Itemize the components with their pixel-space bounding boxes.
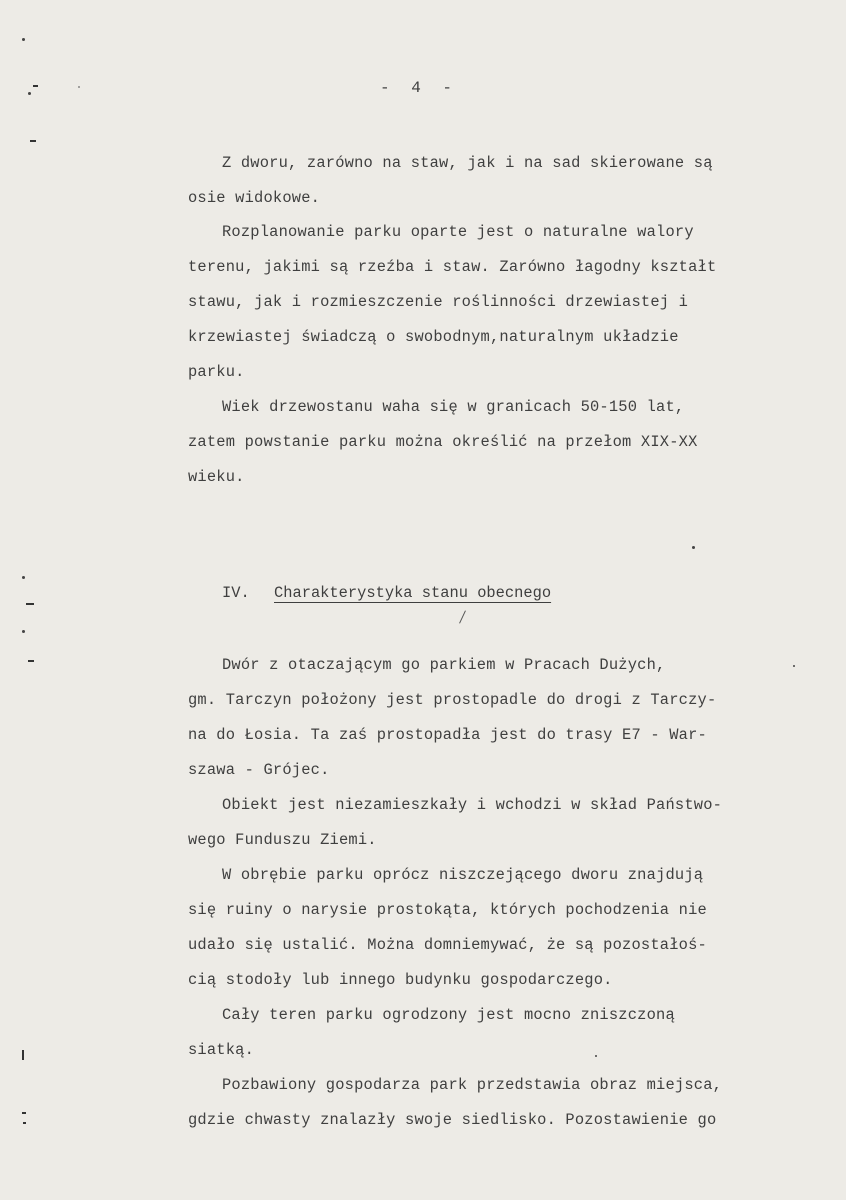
text-line: cią stodoły lub innego budynku gospodarczego. xyxy=(188,971,613,989)
margin-mark xyxy=(22,38,25,41)
text-line: wego Funduszu Ziemi. xyxy=(188,831,377,849)
margin-mark xyxy=(22,576,25,579)
text-line: Wiek drzewostanu waha się w granicach 50-150 lat, xyxy=(222,398,685,416)
page-number: - 4 - xyxy=(380,79,459,97)
margin-mark xyxy=(28,660,34,662)
margin-mark xyxy=(22,630,25,633)
text-line: Pozbawiony gospodarza park przedstawia obraz miejsca, xyxy=(222,1076,723,1094)
text-line: wieku. xyxy=(188,468,245,486)
text-line: Rozplanowanie parku oparte jest o naturalne walory xyxy=(222,223,694,241)
text-line: terenu, jakimi są rzeźba i staw. Zarówno łagodny kształt xyxy=(188,258,717,276)
margin-mark xyxy=(23,1122,26,1124)
text-line: Cały teren parku ogrodzony jest mocno zniszczoną xyxy=(222,1006,675,1024)
text-line: udało się ustalić. Można domniemywać, że są pozostałoś- xyxy=(188,936,707,954)
text-line: Dwór z otaczającym go parkiem w Pracach Dużych, xyxy=(222,656,666,674)
speck xyxy=(793,665,795,667)
text-line: szawa - Grójec. xyxy=(188,761,330,779)
margin-mark xyxy=(33,85,38,87)
text-line: krzewiastej świadczą o swobodnym,naturalnym układzie xyxy=(188,328,679,346)
margin-mark xyxy=(26,603,34,605)
margin-mark xyxy=(30,140,36,142)
margin-mark xyxy=(28,92,31,95)
text-line: na do Łosia. Ta zaś prostopadła jest do trasy E7 - War- xyxy=(188,726,707,744)
text-line: się ruiny o narysie prostokąta, których pochodzenia nie xyxy=(188,901,707,919)
margin-mark xyxy=(22,1112,26,1114)
margin-mark xyxy=(22,1050,24,1060)
text-line: zatem powstanie parku można określić na przełom XIX-XX xyxy=(188,433,698,451)
text-line: siatką. xyxy=(188,1041,255,1059)
text-line: Z dworu, zarówno na staw, jak i na sad skierowane są xyxy=(222,154,713,172)
pen-mark xyxy=(459,610,466,623)
text-line: W obrębie parku oprócz niszczejącego dworu znajdują xyxy=(222,866,704,884)
speck xyxy=(595,1055,597,1057)
text-line: gm. Tarczyn położony jest prostopadle do drogi z Tarczy- xyxy=(188,691,717,709)
section-number: IV. xyxy=(222,584,250,602)
speck xyxy=(78,86,80,88)
text-line: gdzie chwasty znalazły swoje siedlisko. Pozostawienie go xyxy=(188,1111,717,1129)
text-line: Obiekt jest niezamieszkały i wchodzi w skład Państwo- xyxy=(222,796,723,814)
text-line: stawu, jak i rozmieszczenie roślinności drzewiastej i xyxy=(188,293,689,311)
text-line: parku. xyxy=(188,363,245,381)
section-title: Charakterystyka stanu obecnego xyxy=(274,584,552,602)
speck xyxy=(692,546,695,549)
text-line: osie widokowe. xyxy=(188,189,321,207)
